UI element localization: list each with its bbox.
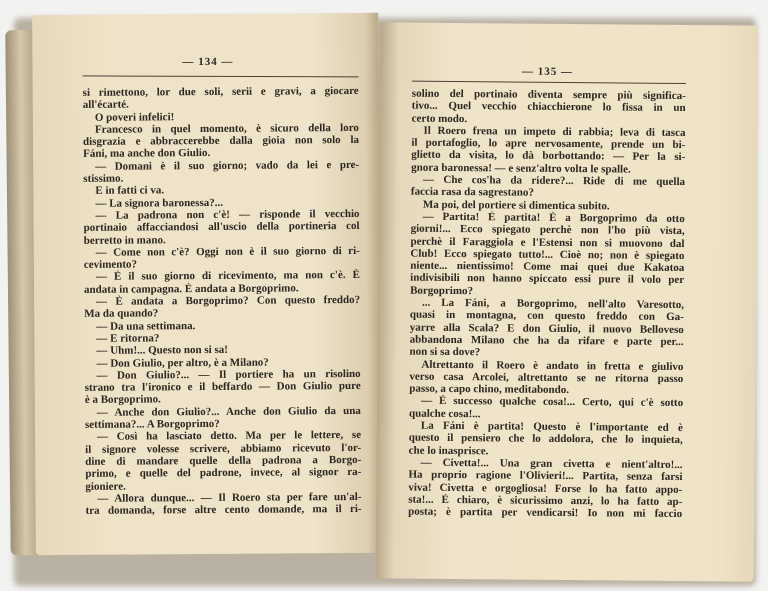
header-rule xyxy=(412,81,686,84)
text-line: — Domani è il suo giorno; vado da lei e pre- xyxy=(95,158,360,173)
text-line: — Uhm!... Questo non si sa! xyxy=(96,344,228,358)
text-line: certo modo. xyxy=(411,112,468,125)
text-line: glietto da visita, lo dà borbottando: — Per la si- xyxy=(411,149,686,164)
text-line: faccia rasa da sagrestano? xyxy=(410,186,534,200)
text-line: strano tra l'ironico e il beffardo — Don Giulio pure xyxy=(84,380,361,394)
page-text xyxy=(83,85,362,517)
text-line: abbandona Milano che ha da rifare e parte per... xyxy=(409,333,684,348)
text-line: è a Borgoprimo. xyxy=(84,393,161,407)
text-line: — La signora baronessa?... xyxy=(95,196,224,210)
text-line: Fáni, ma anche don Giulio. xyxy=(83,147,211,161)
text-line: posta; è partita per vendicarsi! Io non mi faccio xyxy=(408,505,683,521)
text-line: andata in campagna. È andata a Borgoprimo. xyxy=(83,282,299,296)
text-line: berretto in mano. xyxy=(83,233,166,247)
text-line: niente... nientissimo! Come mai quei due Kakatoa xyxy=(410,259,685,275)
text-line: gioniere. xyxy=(85,480,126,493)
text-line: — È successo qualche cosa!... Certo, qui c'è sotto xyxy=(421,395,684,410)
text-line: — Anche don Giulio?... Anche don Giulio da una xyxy=(96,404,361,419)
text-line: O poveri infelici! xyxy=(94,110,175,124)
text-line: Altrettanto il Roero è andato in fretta e giulivo xyxy=(421,358,684,373)
right-page xyxy=(376,22,759,581)
text-line: La Fáni è partita! Questo è l'importante ed è xyxy=(420,419,683,435)
text-line: Ha proprio ragione l'Olivieri!... Partita, senza farsi xyxy=(408,468,683,484)
text-line: tivo... Quel vecchio chiacchierone lo fissa in un xyxy=(411,99,686,115)
text-line: — Don Giulio?... — Il portiere ha un risolino xyxy=(96,367,361,382)
left-page xyxy=(32,13,382,555)
text-line: — È andata a Borgoprimo? Con questo freddo? xyxy=(96,293,361,308)
page-text xyxy=(408,88,686,521)
text-line: perchè il Faraggiola e l'Estensi non si muovono dal xyxy=(410,235,685,250)
text-line: Francesco in quel momento, è sicuro della loro xyxy=(94,121,359,136)
text-line: tra domanda, forse altre cento domande, ma il ri- xyxy=(85,503,362,517)
text-line: — Da una settimana. xyxy=(96,319,196,333)
text-line: yarre alla Scala? E don Giulio, il nuovo Belloveso xyxy=(409,321,684,336)
text-line: — Civetta!... Una gran civetta e nient'altro!... xyxy=(420,456,683,471)
text-line: — Come non c'è? Oggi non è il suo giorno di ri- xyxy=(95,244,360,259)
page-number: — 134 — xyxy=(182,55,234,69)
text-line: Ma poi, del portiere si dimentica subito. xyxy=(422,198,610,213)
text-line: — Che cos'ha da ridere?... Ride di me quella xyxy=(423,173,686,189)
text-line: stissimo. xyxy=(83,172,124,185)
text-line: portinaio affacciandosi all'uscio della portineria col xyxy=(83,220,360,235)
text-line: qualche cosa!... xyxy=(408,407,481,420)
text-line: indivisibili non hanno spiccato essi pure il volo per xyxy=(410,272,685,287)
text-line: Club! Ecco spiegato tutto!... Cioè no; non è spiegato xyxy=(410,247,685,262)
text-line: quasi in montagna, con questo freddo con Ga- xyxy=(409,308,684,324)
text-line: cevimento? xyxy=(83,258,138,272)
text-line: settimana?... A Borgoprimo? xyxy=(84,417,220,431)
text-line: — E ritorna? xyxy=(96,332,160,345)
text-line: passo, a capo chino, meditabondo. xyxy=(409,382,570,397)
text-line: Ma da quando? xyxy=(84,307,159,321)
text-line: giorni!... Ecco spiegato perchè non l'ho più vista, xyxy=(410,222,685,238)
text-line: sta!... È chiaro, è sicurissimo anzi, lo ha fatto ap- xyxy=(408,493,683,508)
text-line: gnora baronessa! — e senz'altro volta le spalle. xyxy=(411,161,631,176)
text-line: E in fatti ci va. xyxy=(95,184,165,198)
header-rule xyxy=(83,75,359,77)
text-line: solino del portinaio diventa sempre più significa- xyxy=(411,87,686,103)
text-line: si rimettono, lor due soli, serii e gravi, a giocare xyxy=(82,84,359,99)
text-line: — Don Giulio, per altro, è a Milano? xyxy=(96,356,269,370)
text-line: — Partita! È partita! È a Borgoprimo da otto xyxy=(422,210,685,225)
text-line: Borgoprimo? xyxy=(410,284,474,297)
text-line: dine di mandare quelle della padrona a Borgo- xyxy=(85,453,362,468)
text-line: — Allora dunque... — Il Roero sta per fare un'al- xyxy=(97,490,362,505)
text-line: disgrazia e abbraccerebbe dalla gioia non solo la xyxy=(82,134,360,149)
text-line: — La padrona non c'è! — risponde il vecchio xyxy=(95,207,360,222)
page-number: — 135 — xyxy=(521,65,574,79)
text-line: Il Roero frena un impeto di rabbia; leva di tasca xyxy=(423,124,686,139)
text-line: non si sa dove? xyxy=(409,345,481,359)
text-line: primo, e quelle del padrone, invece, al signor ra- xyxy=(85,466,362,481)
text-line: all'écarté. xyxy=(82,98,129,112)
text-line: viva! Civetta e orgogliosa! Forse lo ha fatto appo- xyxy=(408,481,683,496)
text-line: ... La Fáni, a Borgoprimo, nell'alto Varesotto, xyxy=(421,296,685,312)
text-line: il signore volesse scrivere, abbiamo ricevuto l'or- xyxy=(85,441,362,456)
text-line: che lo inasprisce. xyxy=(408,444,489,457)
text-line: — È il suo giorno di ricevimento, ma non c'è. È xyxy=(95,269,360,284)
text-line: questo il pensiero che lo addolora, che lo inquieta, xyxy=(408,431,683,447)
text-line: verso casa Arcolei, altrettanto se ne ritorna passo xyxy=(409,370,684,385)
text-line: — Così ha lasciato detto. Ma per le lettere, se xyxy=(97,429,362,444)
text-line: il portafoglio, lo apre nervosamente, prende un bi- xyxy=(411,136,686,152)
